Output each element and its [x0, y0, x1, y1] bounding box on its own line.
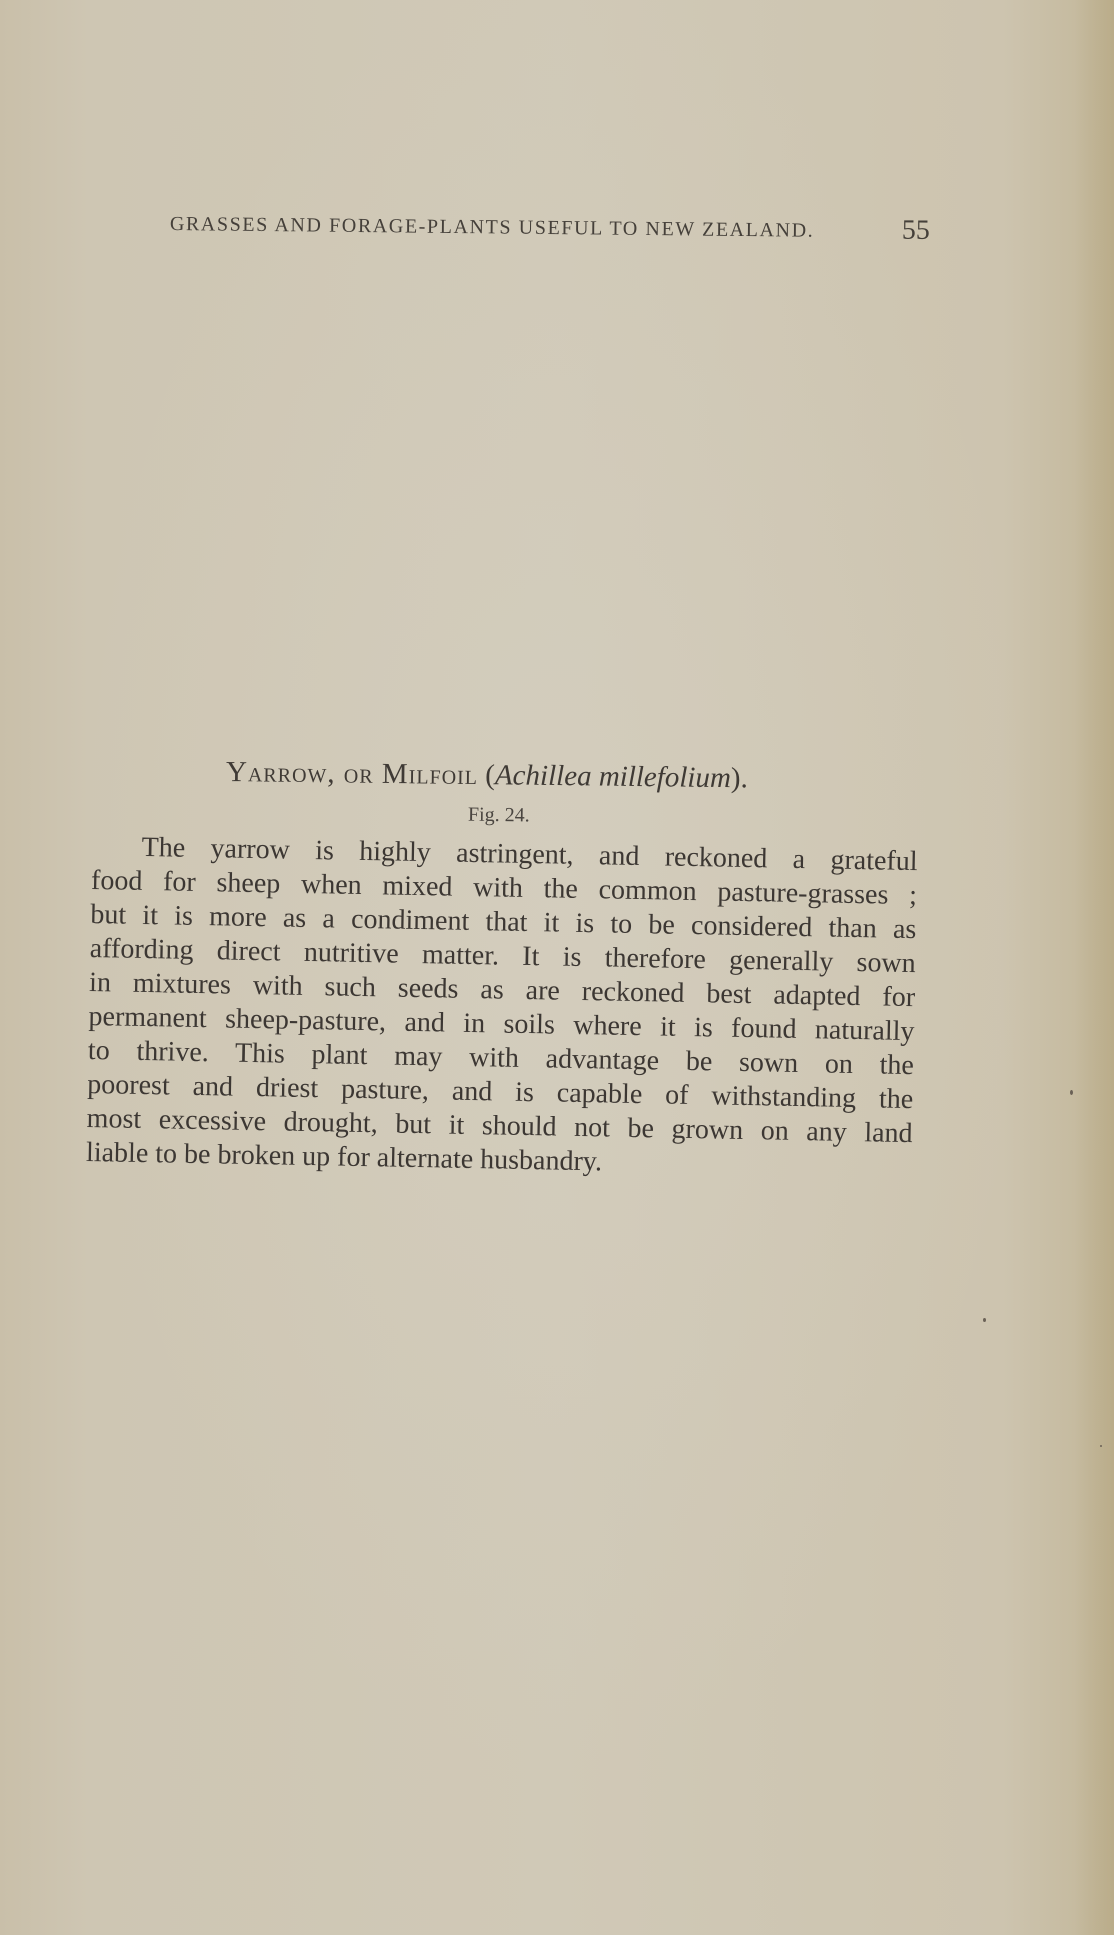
heading-open-paren: (: [477, 759, 496, 792]
body-line: but it is more as a condiment that it is to be considered than as: [90, 898, 917, 946]
body-line: liable to be broken up for alternate husbandry.: [85, 1136, 603, 1178]
section-heading: [226, 756, 826, 796]
running-head: [169, 213, 931, 246]
body-line: food for sheep when mixed with the common pasture-grasses ;: [90, 864, 918, 912]
body-line: to thrive. This plant may with advantage be sown on the: [87, 1034, 915, 1082]
body-line: in mixtures with such seeds as are reckoned best adapted for: [88, 966, 916, 1014]
paper-speck: [983, 1318, 986, 1322]
figure-label: Fig. 24.: [467, 803, 530, 827]
heading-scientific-name: Achillea millefolium: [494, 759, 732, 795]
body-line: most excessive drought, but it should not be grown on any land: [86, 1102, 913, 1150]
heading-common-name: Yarrow, or Milfoil: [225, 756, 479, 792]
heading-close-paren: ).: [730, 762, 749, 795]
body-line: affording direct nutritive matter. It is therefore generally sown: [89, 932, 916, 980]
body-line: poorest and driest pasture, and is capable of withstanding the: [87, 1068, 914, 1116]
body-line: permanent sheep-pasture, and in soils where it is found naturally: [88, 1000, 915, 1048]
running-head-title: GRASSES AND FORAGE-PLANTS USEFUL TO NEW ZEALAND.: [169, 213, 815, 242]
paper-speck: [1070, 1090, 1073, 1095]
body-paragraph: [86, 830, 918, 1185]
page-number: 55: [901, 214, 931, 246]
paper-speck: [1100, 1445, 1102, 1447]
page-edge-shadow: [1074, 0, 1114, 1935]
body-line: The yarrow is highly astringent, and reckoned a grateful: [141, 831, 918, 878]
